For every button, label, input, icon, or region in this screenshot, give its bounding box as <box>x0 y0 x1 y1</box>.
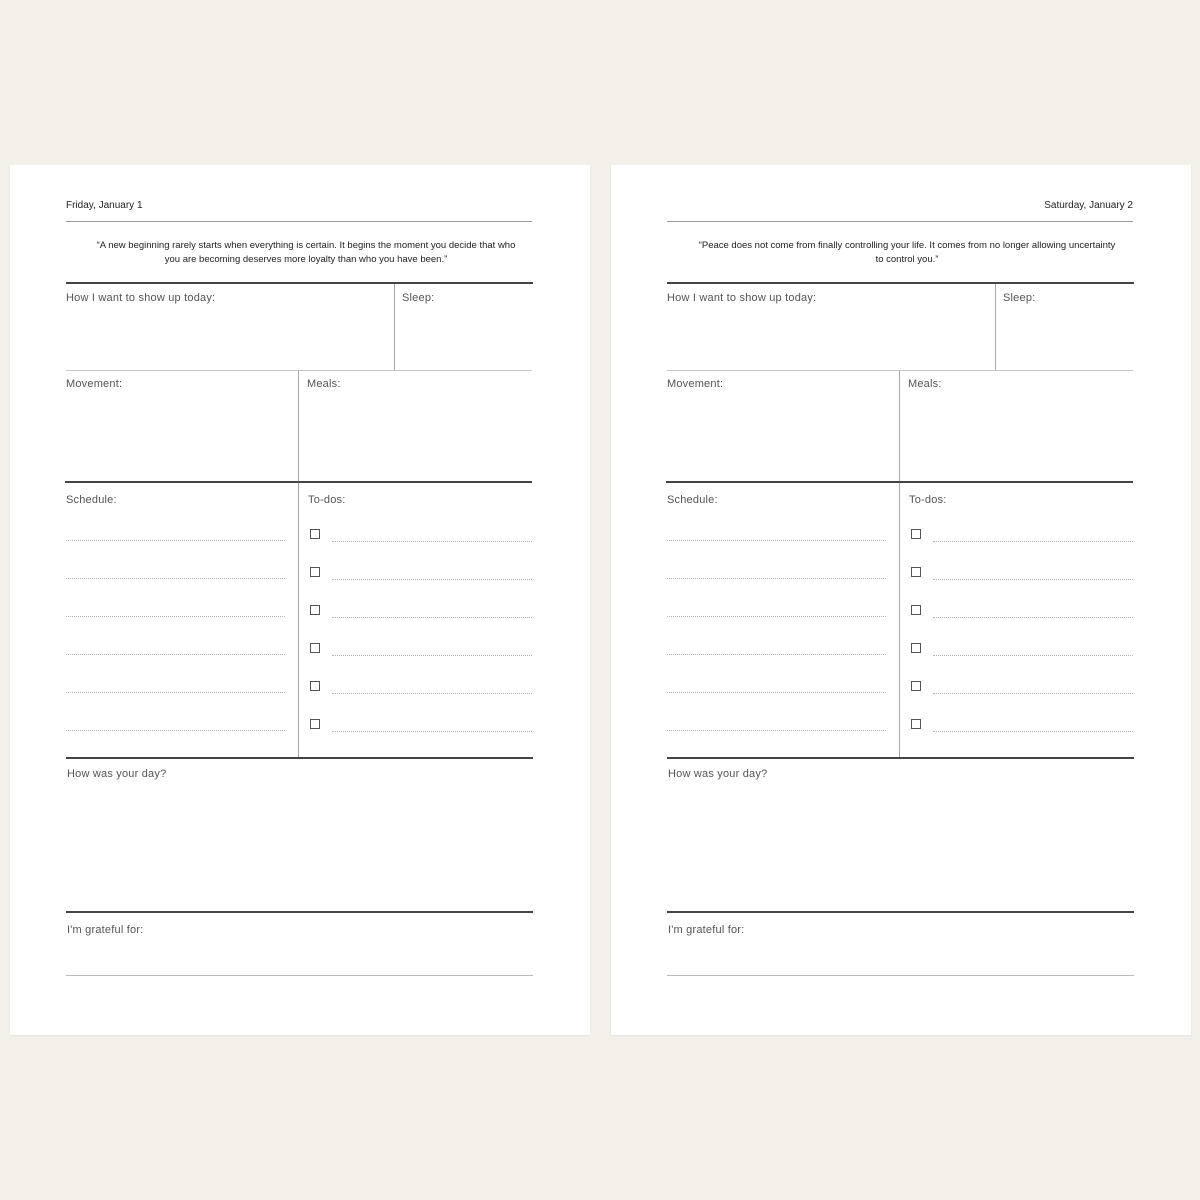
schedule-line[interactable] <box>667 578 886 579</box>
daily-quote: “Peace does not come from finally controlling your life. It comes from no longer allowing uncertainty to control you.” <box>698 240 1116 265</box>
todo-checkbox[interactable] <box>310 681 320 691</box>
schedule-line[interactable] <box>66 578 285 579</box>
page-date: Friday, January 1 <box>66 200 143 211</box>
schedule-line[interactable] <box>667 730 886 731</box>
schedule-line[interactable] <box>66 654 285 655</box>
todo-checkbox[interactable] <box>310 719 320 729</box>
todo-checkbox[interactable] <box>911 643 921 653</box>
todo-checkbox[interactable] <box>310 605 320 615</box>
sleep-label: Sleep: <box>402 292 435 304</box>
grateful-label: I'm grateful for: <box>67 924 144 936</box>
schedule-line[interactable] <box>667 692 886 693</box>
todo-line[interactable] <box>332 579 532 580</box>
page-date: Saturday, January 2 <box>1044 200 1133 211</box>
how-was-day-label: How was your day? <box>67 768 167 780</box>
schedule-line[interactable] <box>66 540 285 541</box>
todo-checkbox[interactable] <box>310 567 320 577</box>
todo-checkbox[interactable] <box>310 529 320 539</box>
todo-checkbox[interactable] <box>911 719 921 729</box>
movement-label: Movement: <box>667 378 724 390</box>
schedule-line[interactable] <box>66 692 285 693</box>
schedule-line[interactable] <box>667 540 886 541</box>
meals-label: Meals: <box>908 378 942 390</box>
schedule-line[interactable] <box>667 616 886 617</box>
grateful-label: I'm grateful for: <box>668 924 745 936</box>
todo-checkbox[interactable] <box>911 529 921 539</box>
todo-line[interactable] <box>933 579 1133 580</box>
todo-line[interactable] <box>933 693 1133 694</box>
sleep-label: Sleep: <box>1003 292 1036 304</box>
section-divider <box>667 370 1133 371</box>
header-rule <box>667 221 1133 222</box>
header-rule <box>66 221 532 222</box>
todo-checkbox[interactable] <box>911 567 921 577</box>
schedule-line[interactable] <box>66 616 285 617</box>
column-divider <box>298 371 299 482</box>
planner-page-right <box>611 165 1191 1035</box>
todo-line[interactable] <box>933 655 1133 656</box>
todo-checkbox[interactable] <box>911 605 921 615</box>
todo-line[interactable] <box>332 655 532 656</box>
todo-line[interactable] <box>332 541 532 542</box>
section-divider <box>66 370 532 371</box>
todo-line[interactable] <box>933 731 1133 732</box>
column-divider <box>298 483 299 757</box>
show-up-label: How I want to show up today: <box>66 292 216 304</box>
column-divider <box>394 284 395 370</box>
todo-checkbox[interactable] <box>911 681 921 691</box>
section-divider <box>66 282 533 284</box>
todo-line[interactable] <box>332 731 532 732</box>
how-was-day-label: How was your day? <box>668 768 768 780</box>
todo-line[interactable] <box>332 693 532 694</box>
schedule-label: Schedule: <box>667 494 718 506</box>
meals-label: Meals: <box>307 378 341 390</box>
schedule-line[interactable] <box>667 654 886 655</box>
section-divider <box>667 911 1134 913</box>
todo-checkbox[interactable] <box>310 643 320 653</box>
planner-page-left <box>10 165 590 1035</box>
grateful-line[interactable] <box>667 975 1134 976</box>
todo-line[interactable] <box>332 617 532 618</box>
column-divider <box>899 483 900 757</box>
todo-line[interactable] <box>933 617 1133 618</box>
show-up-label: How I want to show up today: <box>667 292 817 304</box>
schedule-label: Schedule: <box>66 494 117 506</box>
column-divider <box>899 371 900 482</box>
todos-label: To-dos: <box>909 494 947 506</box>
section-divider <box>667 282 1134 284</box>
schedule-line[interactable] <box>66 730 285 731</box>
movement-label: Movement: <box>66 378 123 390</box>
grateful-line[interactable] <box>66 975 533 976</box>
todos-label: To-dos: <box>308 494 346 506</box>
section-divider <box>66 911 533 913</box>
column-divider <box>995 284 996 370</box>
section-divider <box>667 757 1134 759</box>
todo-line[interactable] <box>933 541 1133 542</box>
section-divider <box>66 757 533 759</box>
daily-quote: “A new beginning rarely starts when everything is certain. It begins the moment you decide that who you are becoming deserves more loyalty than who you have been.” <box>96 240 516 265</box>
